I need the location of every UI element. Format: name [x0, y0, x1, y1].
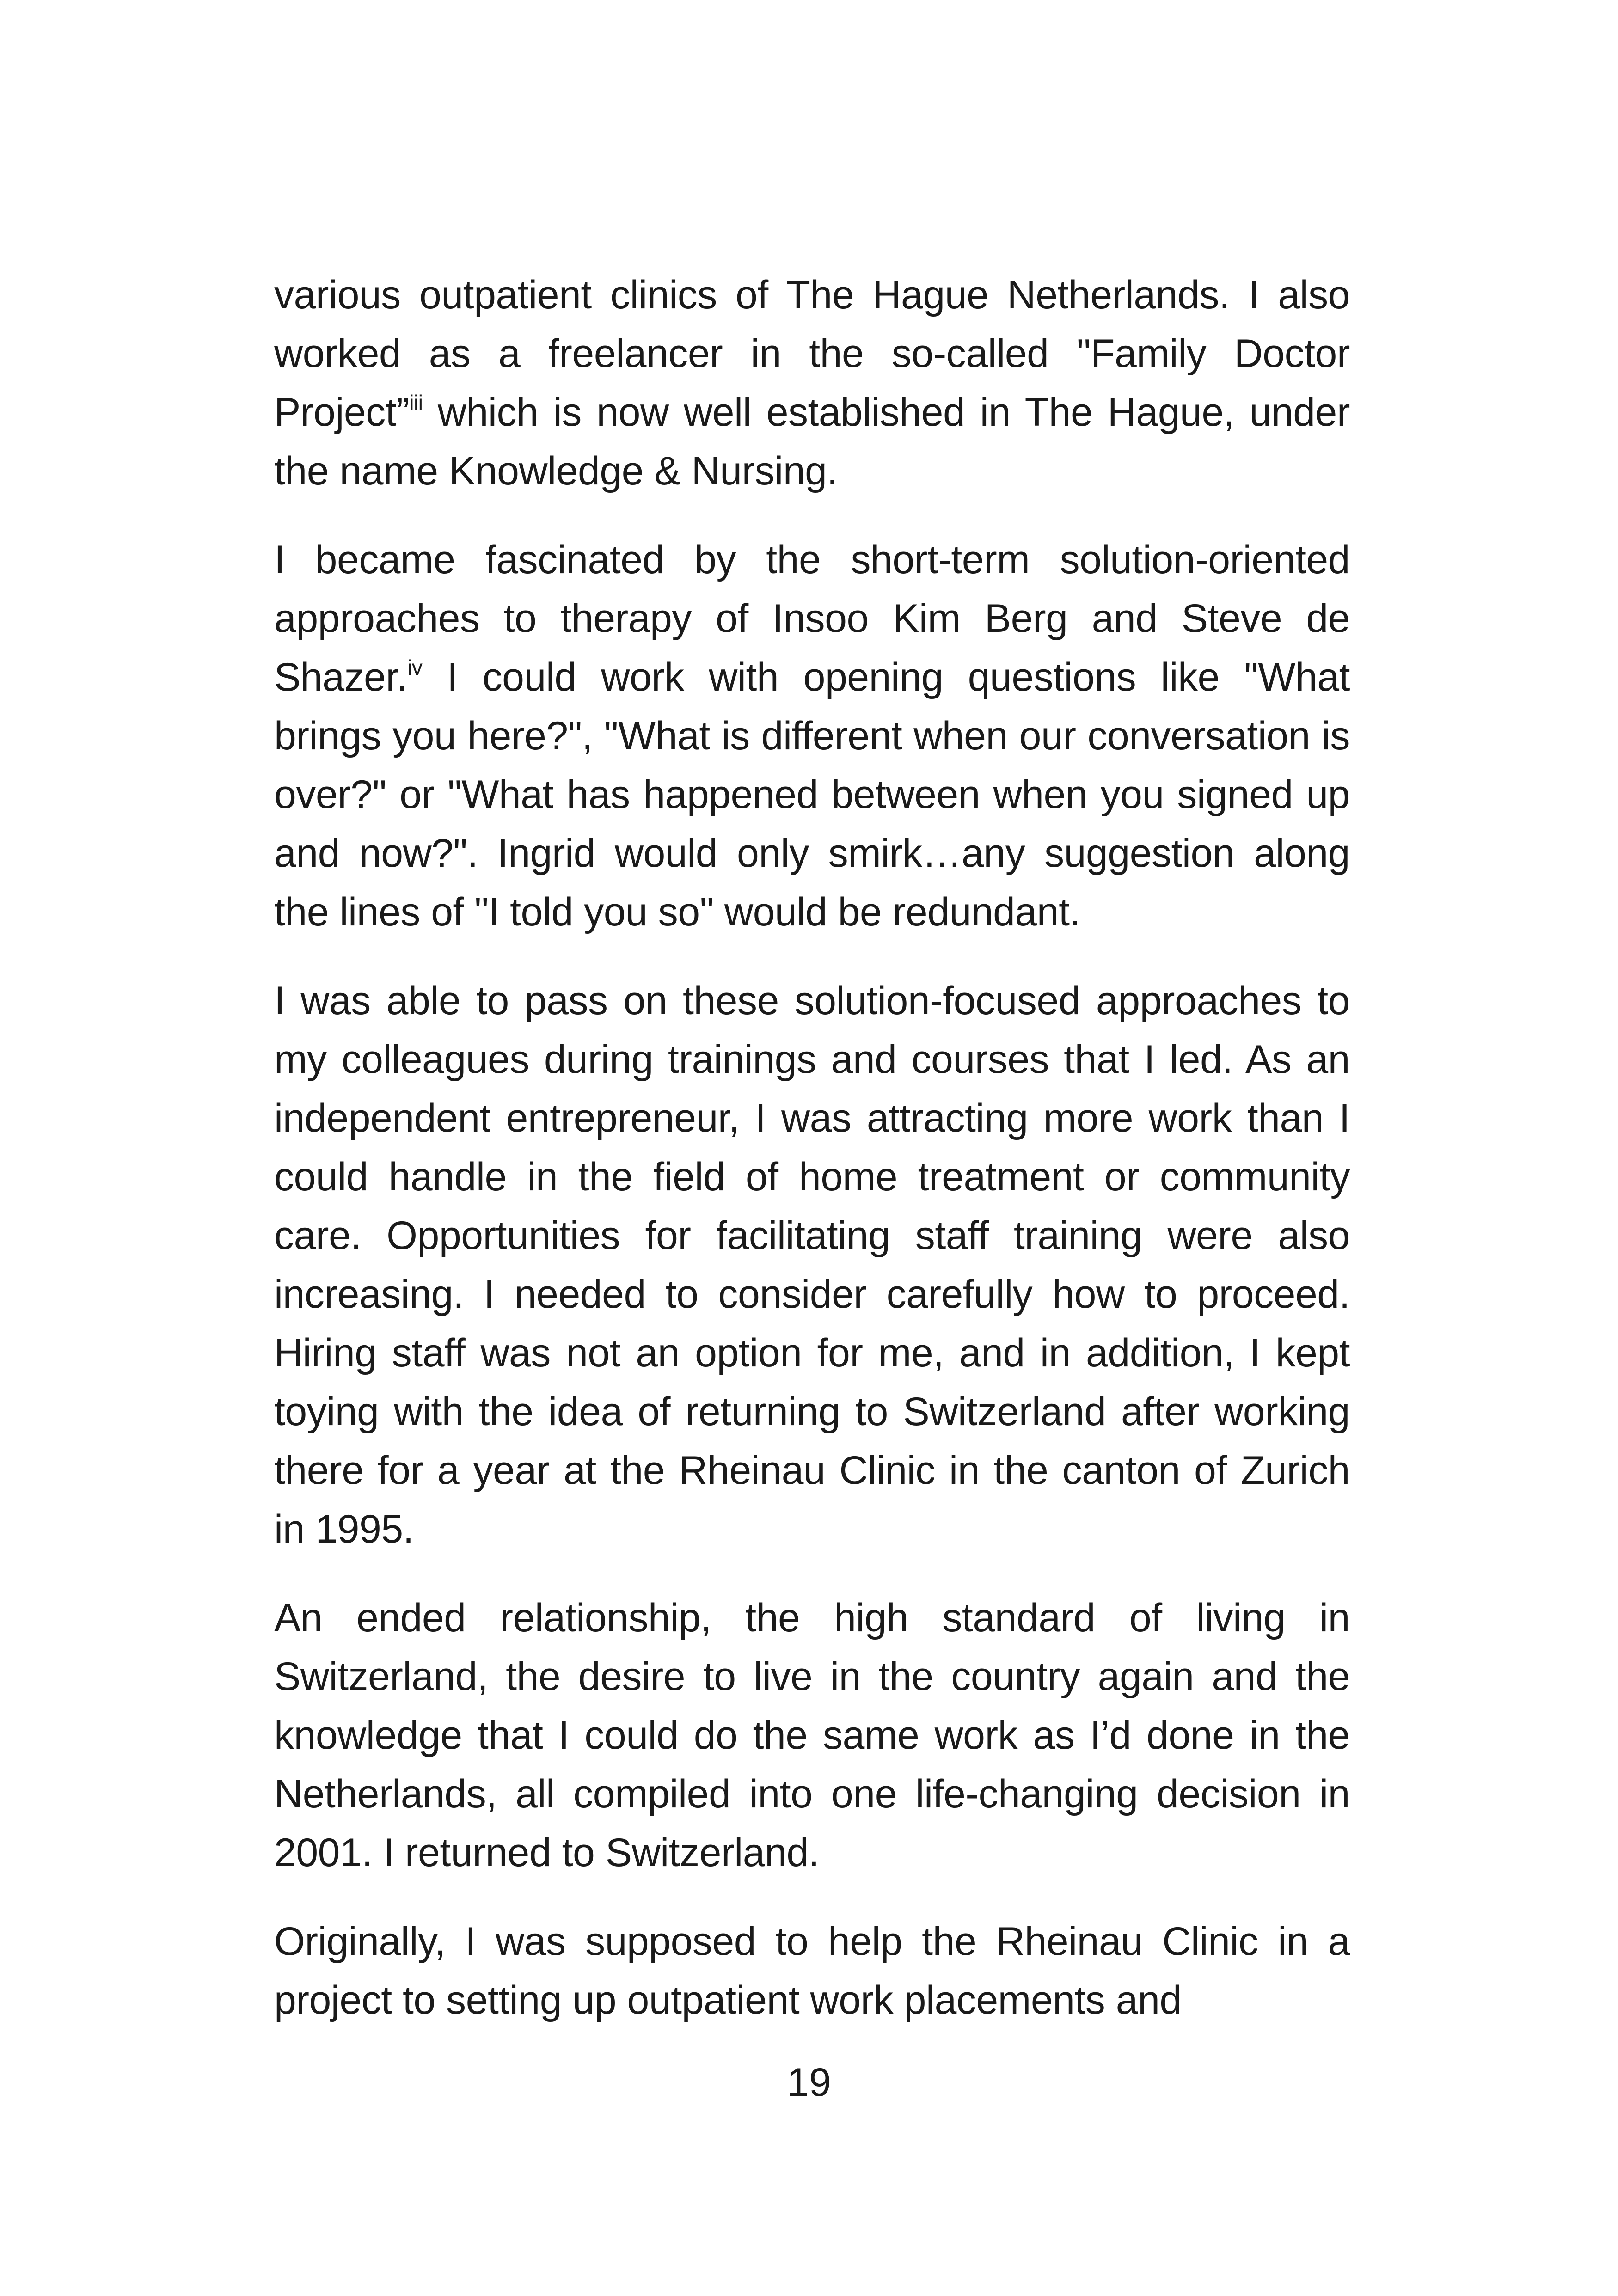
paragraph-3: I was able to pass on these solution-focused approaches to my colleagues during trainings and courses that I led. As an independent entrepreneur, I was attracting more work than I could handle in the field of home treatment or community care. Opportunities for facilitating staff training were also increasing. I needed to consider carefully how to proceed. Hiring staff was not an option for me, and in addition, I kept toying with the idea of returning to Switzerland after working there for a year at the Rheinau Clinic in the canton of Zurich in 1995.	[274, 979, 1350, 1551]
paragraph-2-text-a: I became fascinated by the short-term solution-oriented approaches to therapy of Insoo Kim Berg and Steve de Shazer.	[274, 538, 1350, 699]
page-number: 19	[787, 2060, 831, 2105]
paragraph-5: Originally, I was supposed to help the Rheinau Clinic in a project to setting up outpatient work placements and	[274, 1919, 1350, 2022]
paragraph-2	[274, 531, 1350, 942]
endnote-marker-iv: iv	[407, 655, 423, 680]
endnote-marker-iii: iii	[409, 391, 423, 415]
paragraph-2-text-b: I could work with opening questions like "What brings you here?", "What is different when our conversation is over?" or "What has happened between when you signed up and now?". Ingrid would only smirk…any suggestion along the lines of "I told you so" would be redundant.	[274, 655, 1350, 934]
paragraph-1	[274, 266, 1350, 501]
paragraph-1-text-a: various outpatient clinics of The Hague Netherlands. I also worked as a freelancer in the so-called "Family Doctor Project”	[274, 273, 1350, 435]
paragraph-1-text-b: which is now well established in The Hague, under the name Knowledge & Nursing.	[274, 390, 1350, 493]
paragraph-4: An ended relationship, the high standard of living in Switzerland, the desire to live in the country again and the knowledge that I could do the same work as I’d done in the Netherlands, all compiled into one life-changing decision in 2001. I returned to Switzerland.	[274, 1596, 1350, 1875]
body-text	[274, 266, 1350, 2060]
